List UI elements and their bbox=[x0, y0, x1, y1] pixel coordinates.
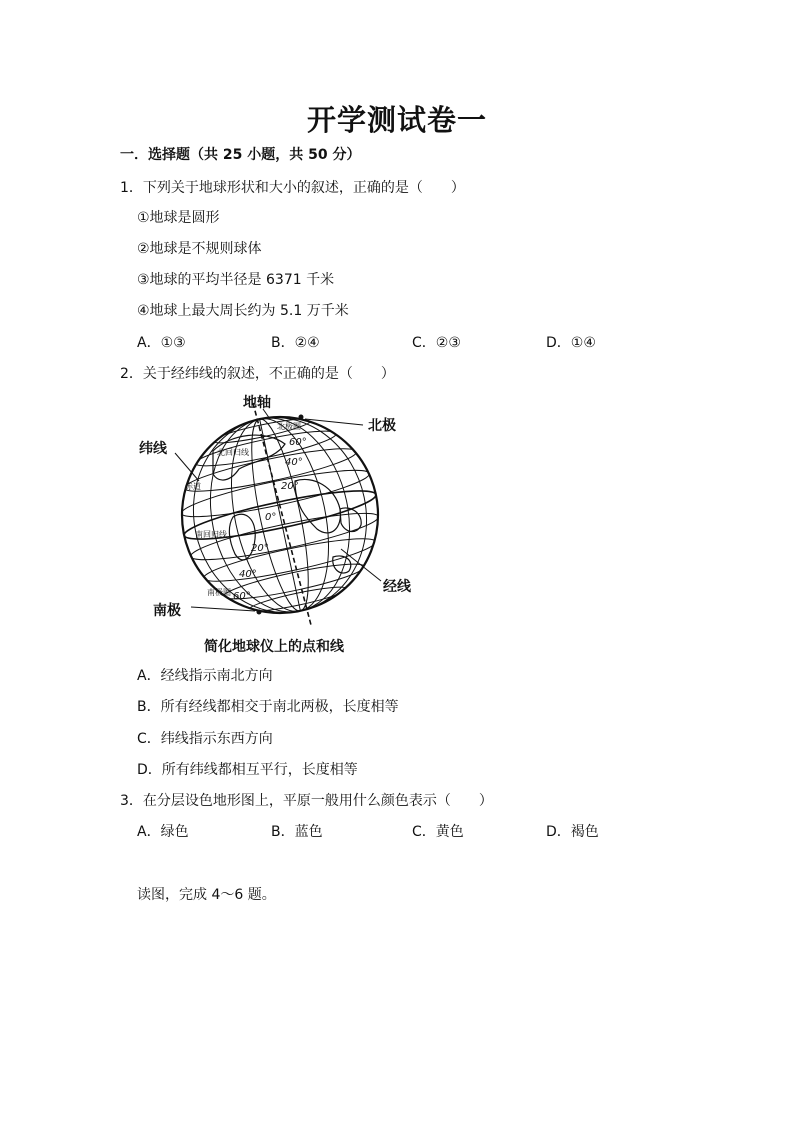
q1-statement: ②地球是不规则球体 bbox=[137, 241, 262, 257]
q3-option-d: D．褐色 bbox=[546, 824, 599, 840]
degree-label: 20° bbox=[251, 543, 269, 554]
question-2-stem: 2．关于经纬线的叙述，不正确的是（ ） bbox=[120, 366, 395, 382]
north-pole-point bbox=[299, 415, 304, 420]
south-pole-label: 南极 bbox=[153, 603, 181, 619]
page-title: 开学测试卷一 bbox=[306, 103, 487, 137]
tropic-capricorn-label: 南回归线 bbox=[195, 530, 227, 539]
section-heading: 一．选择题（共 25 小题，共 50 分） bbox=[120, 147, 361, 163]
longitude-label: 经线 bbox=[383, 579, 411, 595]
south-pole-point bbox=[257, 610, 262, 615]
globe-figure bbox=[135, 389, 425, 627]
antarctic-circle-label: 南极圈 bbox=[207, 588, 231, 597]
axis-label: 地轴 bbox=[243, 395, 271, 411]
q2-option-b: B．所有经线都相交于南北两极，长度相等 bbox=[137, 699, 399, 715]
q2-option-a: A．经线指示南北方向 bbox=[137, 668, 273, 684]
q3-option-a: A．绿色 bbox=[137, 824, 189, 840]
q1-statement: ①地球是圆形 bbox=[137, 210, 220, 226]
equator-label: 赤道 bbox=[185, 482, 201, 491]
q2-option-d: D．所有纬线都相互平行，长度相等 bbox=[137, 762, 358, 778]
q1-statement: ③地球的平均半径是 6371 千米 bbox=[137, 272, 335, 288]
arctic-circle-label: 北极圈 bbox=[277, 422, 301, 431]
q1-option-a: A．①③ bbox=[137, 335, 186, 351]
q1-option-c: C．②③ bbox=[412, 335, 461, 351]
tropic-cancer-label: 北回归线 bbox=[217, 448, 249, 457]
figure-caption: 简化地球仪上的点和线 bbox=[204, 639, 344, 655]
degree-label: 40° bbox=[285, 457, 303, 468]
q1-option-b: B．②④ bbox=[271, 335, 320, 351]
q3-option-b: B．蓝色 bbox=[271, 824, 323, 840]
degree-label: 0° bbox=[265, 512, 277, 523]
instruction-text: 读图，完成 4～6 题。 bbox=[137, 887, 276, 903]
q2-option-c: C．纬线指示东西方向 bbox=[137, 731, 273, 747]
north-pole-label: 北极 bbox=[368, 418, 396, 434]
degree-label: 40° bbox=[239, 569, 257, 580]
question-3-stem: 3．在分层设色地形图上，平原一般用什么颜色表示（ ） bbox=[120, 793, 493, 809]
q1-option-d: D．①④ bbox=[546, 335, 596, 351]
q3-option-c: C．黄色 bbox=[412, 824, 464, 840]
q1-statement: ④地球上最大周长约为 5.1 万千米 bbox=[137, 303, 349, 319]
degree-label: 60° bbox=[233, 591, 251, 602]
question-1-stem: 1．下列关于地球形状和大小的叙述，正确的是（ ） bbox=[120, 180, 465, 196]
degree-label: 60° bbox=[289, 437, 307, 448]
latitude-label: 纬线 bbox=[139, 441, 167, 457]
degree-label: 20° bbox=[281, 481, 299, 492]
